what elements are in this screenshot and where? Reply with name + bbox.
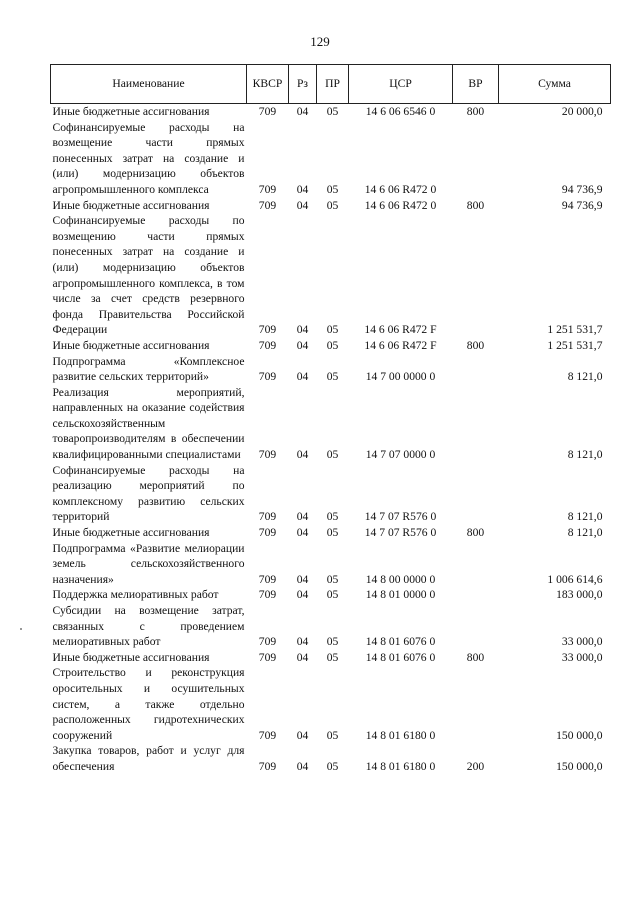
cell-vr	[453, 213, 499, 338]
table-row	[51, 650, 611, 666]
cell-name: Поддержка мелиоративных работ	[52, 588, 219, 602]
cell-vr	[453, 541, 499, 588]
cell-sum: 33 000,0	[561, 650, 603, 664]
cell-name: Иные бюджетные ассигнования	[52, 198, 210, 212]
cell-kvsr: 709	[258, 635, 277, 649]
cell-sum: 1 251 531,7	[547, 338, 603, 352]
cell-kvsr: 709	[258, 448, 277, 462]
cell-sum: 8 121,0	[567, 448, 603, 462]
cell-vr: 800	[466, 526, 485, 540]
cell-sum: 20 000,0	[561, 105, 603, 118]
cell-rz: 04	[296, 588, 309, 602]
cell-pr: 05	[326, 338, 339, 352]
cell-csr: 14 8 01 6076 0	[365, 650, 436, 664]
budget-table	[50, 64, 611, 775]
cell-csr: 14 8 01 6180 0	[365, 728, 436, 742]
cell-rz: 04	[296, 572, 309, 586]
cell-pr: 05	[326, 198, 339, 212]
table-row	[51, 385, 611, 463]
cell-rz: 04	[296, 635, 309, 649]
cell-vr	[453, 665, 499, 743]
cell-rz: 04	[296, 182, 309, 196]
cell-vr	[453, 603, 499, 650]
cell-sum: 150 000,0	[556, 759, 603, 773]
cell-csr: 14 6 06 R472 0	[364, 198, 437, 212]
cell-sum: 33 000,0	[561, 635, 603, 649]
cell-kvsr: 709	[258, 323, 277, 337]
cell-name: Реализация мероприятий, направленных на оказание содействия сельскохозяйственным товаропроизводителям в обеспечении квалифицированными специалистами	[52, 385, 245, 462]
cell-rz: 04	[296, 198, 309, 212]
cell-name: Иные бюджетные ассигнования	[52, 526, 210, 540]
table-row	[51, 541, 611, 588]
cell-pr: 05	[326, 728, 339, 742]
table-row	[51, 603, 611, 650]
cell-vr: 800	[466, 650, 485, 664]
cell-sum: 8 121,0	[567, 526, 603, 540]
cell-csr: 14 6 06 R472 F	[364, 323, 437, 337]
cell-kvsr: 709	[258, 370, 277, 384]
table-row	[51, 743, 611, 774]
cell-csr: 14 6 06 6546 0	[365, 105, 436, 118]
cell-rz: 04	[296, 526, 309, 540]
cell-vr	[453, 463, 499, 525]
header-kvsr: КВСР	[247, 65, 289, 104]
cell-rz: 04	[296, 759, 309, 773]
cell-sum: 8 121,0	[567, 510, 603, 524]
cell-sum: 94 736,9	[561, 182, 603, 196]
cell-csr: 14 6 06 R472 0	[364, 182, 437, 196]
cell-csr: 14 7 07 R576 0	[364, 526, 437, 540]
cell-rz: 04	[296, 338, 309, 352]
cell-csr: 14 7 07 0000 0	[365, 448, 436, 462]
cell-kvsr: 709	[258, 588, 277, 602]
cell-pr: 05	[326, 510, 339, 524]
cell-vr	[453, 587, 499, 603]
cell-name: Софинансируемые расходы на реализацию мероприятий по комплексному развитию сельских территорий	[52, 463, 245, 524]
cell-rz: 04	[296, 448, 309, 462]
cell-pr: 05	[326, 650, 339, 664]
cell-pr: 05	[326, 572, 339, 586]
header-name: Наименование	[51, 65, 247, 104]
cell-name: Иные бюджетные ассигнования	[52, 338, 210, 352]
cell-name: Подпрограмма «Комплексное развитие сельских территорий»	[52, 354, 245, 384]
cell-name: Софинансируемые расходы на возмещение части прямых понесенных затрат на создание и (или) модернизацию объектов агропромышленного комплекса	[52, 120, 245, 196]
cell-vr: 800	[466, 338, 485, 352]
cell-csr: 14 8 01 0000 0	[365, 588, 436, 602]
cell-kvsr: 709	[258, 510, 277, 524]
cell-rz: 04	[296, 510, 309, 524]
cell-vr: 800	[466, 198, 485, 212]
cell-name: Субсидии на возмещение затрат, связанных с проведением мелиоративных работ	[52, 604, 245, 649]
table-row	[51, 213, 611, 338]
cell-kvsr: 709	[258, 182, 277, 196]
cell-pr: 05	[326, 759, 339, 773]
cell-pr: 05	[326, 526, 339, 540]
cell-rz: 04	[296, 650, 309, 664]
cell-kvsr: 709	[258, 759, 277, 773]
header-vr: ВР	[453, 65, 499, 104]
table-header	[51, 65, 611, 104]
cell-rz: 04	[296, 728, 309, 742]
cell-sum: 1 251 531,7	[547, 323, 603, 337]
header-sum: Сумма	[499, 65, 611, 104]
cell-vr: 200	[466, 759, 485, 773]
cell-csr: 14 8 01 6076 0	[365, 635, 436, 649]
cell-sum: 183 000,0	[556, 588, 603, 602]
cell-name: Иные бюджетные ассигнования	[52, 650, 210, 664]
cell-vr: 800	[466, 105, 485, 118]
cell-pr: 05	[326, 635, 339, 649]
cell-kvsr: 709	[258, 526, 277, 540]
cell-rz: 04	[296, 323, 309, 337]
cell-sum: 150 000,0	[556, 728, 603, 742]
cell-kvsr: 709	[258, 105, 277, 118]
cell-sum: 8 121,0	[567, 370, 603, 384]
cell-sum: 1 006 614,6	[547, 572, 603, 586]
cell-sum: 94 736,9	[561, 198, 603, 212]
table-row	[51, 665, 611, 743]
page-number: 129	[310, 34, 330, 49]
table-row	[51, 120, 611, 198]
header-csr: ЦСР	[349, 65, 453, 104]
header-rz: Рз	[289, 65, 317, 104]
table-row	[51, 354, 611, 385]
table-body	[51, 104, 611, 775]
cell-csr: 14 8 00 0000 0	[365, 572, 436, 586]
cell-csr: 14 8 01 6180 0	[365, 759, 436, 773]
cell-rz: 04	[296, 370, 309, 384]
cell-vr	[453, 354, 499, 385]
cell-pr: 05	[326, 323, 339, 337]
cell-pr: 05	[326, 182, 339, 196]
table-row	[51, 338, 611, 354]
scan-artifact	[20, 628, 22, 630]
cell-csr: 14 6 06 R472 F	[364, 338, 437, 352]
cell-name: Подпрограмма «Развитие мелиорации земель сельскохозяйственного назначения»	[52, 541, 245, 586]
cell-kvsr: 709	[258, 572, 277, 586]
cell-pr: 05	[326, 448, 339, 462]
cell-csr: 14 7 00 0000 0	[365, 370, 436, 384]
cell-csr: 14 7 07 R576 0	[364, 510, 437, 524]
table-row	[51, 587, 611, 603]
table-row	[51, 463, 611, 525]
table-row	[51, 198, 611, 214]
cell-name: Иные бюджетные ассигнования	[52, 105, 210, 118]
cell-kvsr: 709	[258, 338, 277, 352]
cell-vr	[453, 120, 499, 198]
cell-name: Софинансируемые расходы по возмещению части прямых понесенных затрат на создание и (или) модернизацию объектов агропромышленного комплекса, в том числе за счет средств резервного фонда Правительства Российской Федерации	[52, 214, 245, 337]
cell-pr: 05	[326, 588, 339, 602]
table-row	[51, 525, 611, 541]
cell-rz: 04	[296, 105, 309, 118]
cell-pr: 05	[326, 105, 339, 118]
cell-kvsr: 709	[258, 728, 277, 742]
cell-pr: 05	[326, 370, 339, 384]
cell-vr	[453, 385, 499, 463]
cell-kvsr: 709	[258, 650, 277, 664]
header-pr: ПР	[317, 65, 349, 104]
cell-name: Закупка товаров, работ и услуг для обеспечения	[52, 744, 245, 773]
cell-name: Строительство и реконструкция оросительных и осушительных систем, а также отдельно расположенных гидротехнических сооружений	[52, 666, 245, 742]
table-row	[51, 104, 611, 120]
cell-kvsr: 709	[258, 198, 277, 212]
